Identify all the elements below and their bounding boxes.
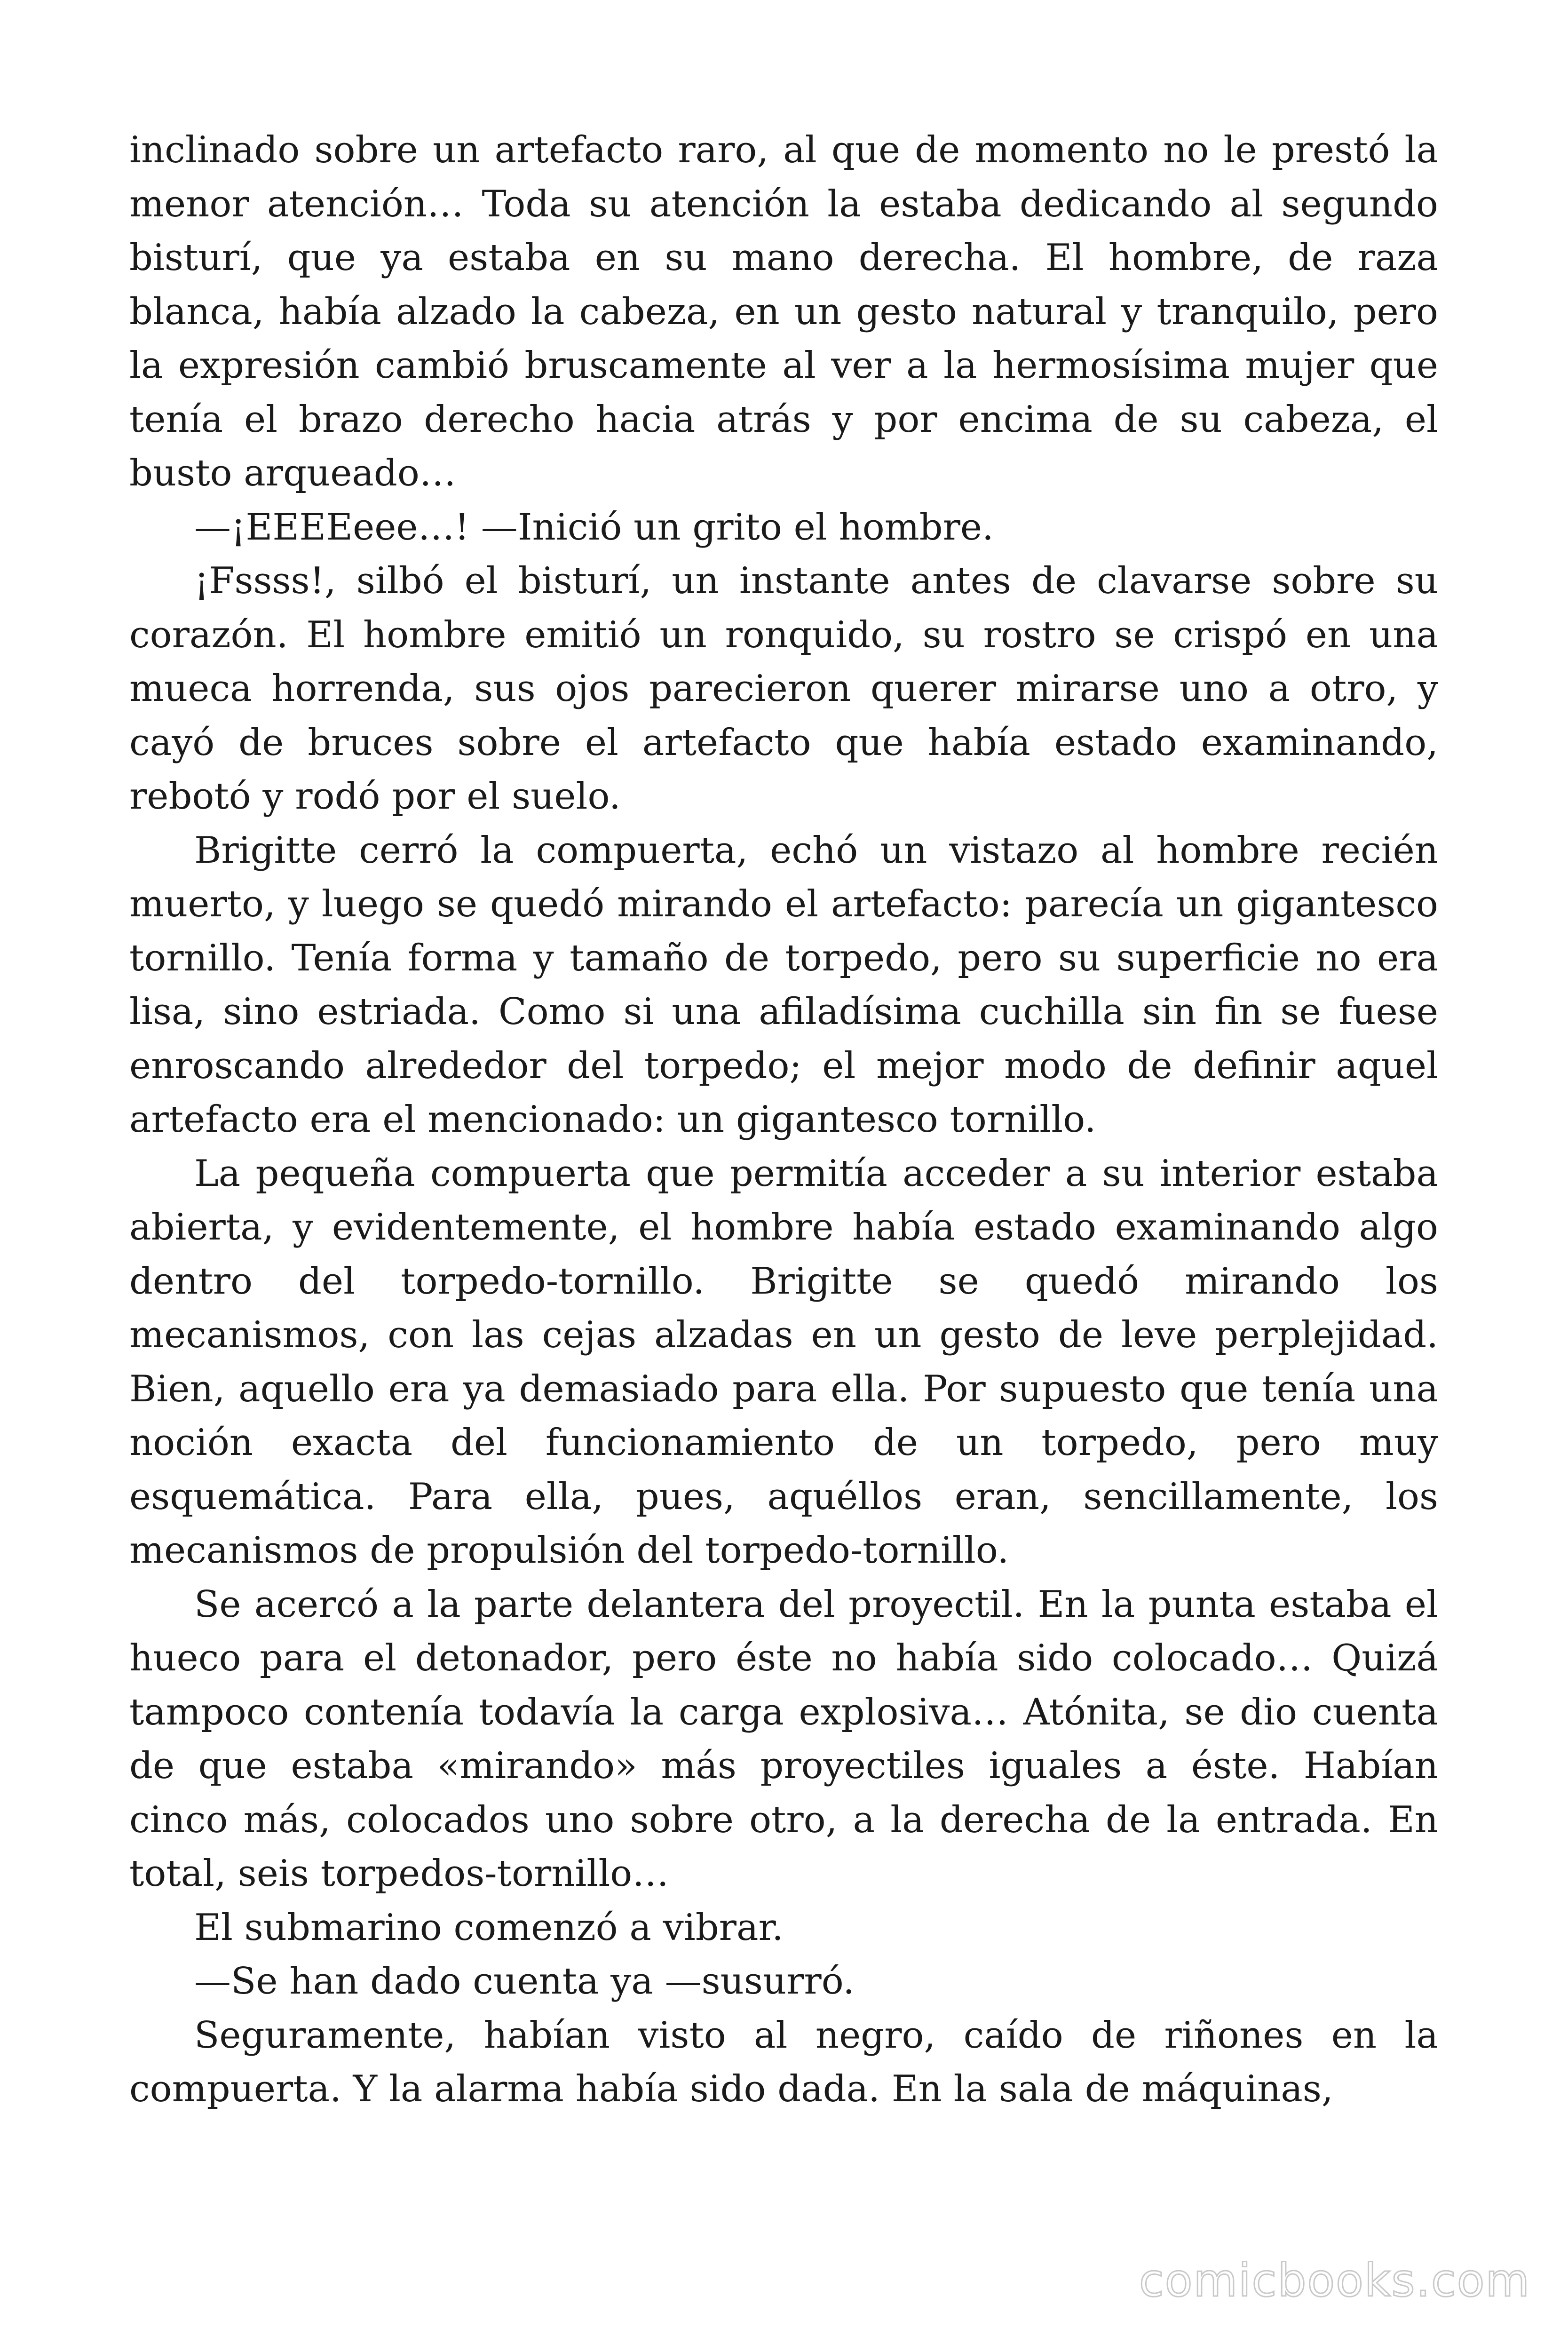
paragraph-vibration: El submarino comenzó a vibrar. [194, 1906, 784, 1949]
paragraph-continuation: inclinado sobre un artefacto raro, al que de momento no le prestó la menor atención… Toda su atención la estaba dedicando al segundo bisturí, que ya estaba en su mano derecha. El hombre, de raza blanca, había alzado la cabeza, en un gesto natural y tranquilo, pero la expresión cambió bruscamente al ver a la hermosísima mujer que tenía el brazo derecho hacia atrás y por encima de su cabeza, el busto arqueado… [129, 129, 1438, 494]
body-text [129, 123, 1438, 2116]
paragraph-alarm: Seguramente, habían visto al negro, caído de riñones en la compuerta. Y la alarma había sido dada. En la sala de máquinas, [129, 2014, 1438, 2110]
paragraph-whisper: —Se han dado cuenta ya —susurró. [194, 1960, 855, 2002]
paragraph-scalpel: ¡Fssss!, silbó el bisturí, un instante antes de clavarse sobre su corazón. El hombre emitió un ronquido, su rostro se crispó en una mueca horrenda, sus ojos parecieron querer mirarse uno a otro, y cayó de bruces sobre el artefacto que había estado examinando, rebotó y rodó por el suelo. [129, 560, 1438, 818]
paragraph-dialogue-scream: —¡EEEEeee…! —Inició un grito el hombre. [194, 506, 994, 548]
paragraph-artifact: Brigitte cerró la compuerta, echó un vistazo al hombre recién muerto, y luego se quedó mirando el artefacto: parecía un gigantesco tornillo. Tenía forma y tamaño de torpedo, pero su superficie no era lisa, sino estriada. Como si una afiladísima cuchilla sin fin se fuese enroscando alrededor del torpedo; el mejor modo de definir aquel artefacto era el mencionado: un gigantesco tornillo. [129, 829, 1438, 1141]
watermark: comicbooks.com [1139, 2254, 1530, 2307]
paragraph-projectiles: Se acercó a la parte delantera del proyectil. En la punta estaba el hueco para el detonador, pero éste no había sido colocado… Quizá tampoco contenía todavía la carga explosiva… Atónita, se dio cuenta de que estaba «mirando» más proyectiles iguales a éste. Habían cinco más, colocados uno sobre otro, a la derecha de la entrada. En total, seis torpedos-tornillo… [129, 1583, 1438, 1895]
paragraph-mechanisms: La pequeña compuerta que permitía acceder a su interior estaba abierta, y evidentemente, el hombre había estado examinando algo dentro del torpedo-tornillo. Brigitte se quedó mirando los mecanismos, con las cejas alzadas en un gesto de leve perplejidad. Bien, aquello era ya demasiado para ella. Por supuesto que tenía una noción exacta del funcionamiento de un torpedo, pero muy esquemática. Para ella, pues, aquéllos eran, sencillamente, los mecanismos de propulsión del torpedo-tornillo. [129, 1152, 1438, 1572]
